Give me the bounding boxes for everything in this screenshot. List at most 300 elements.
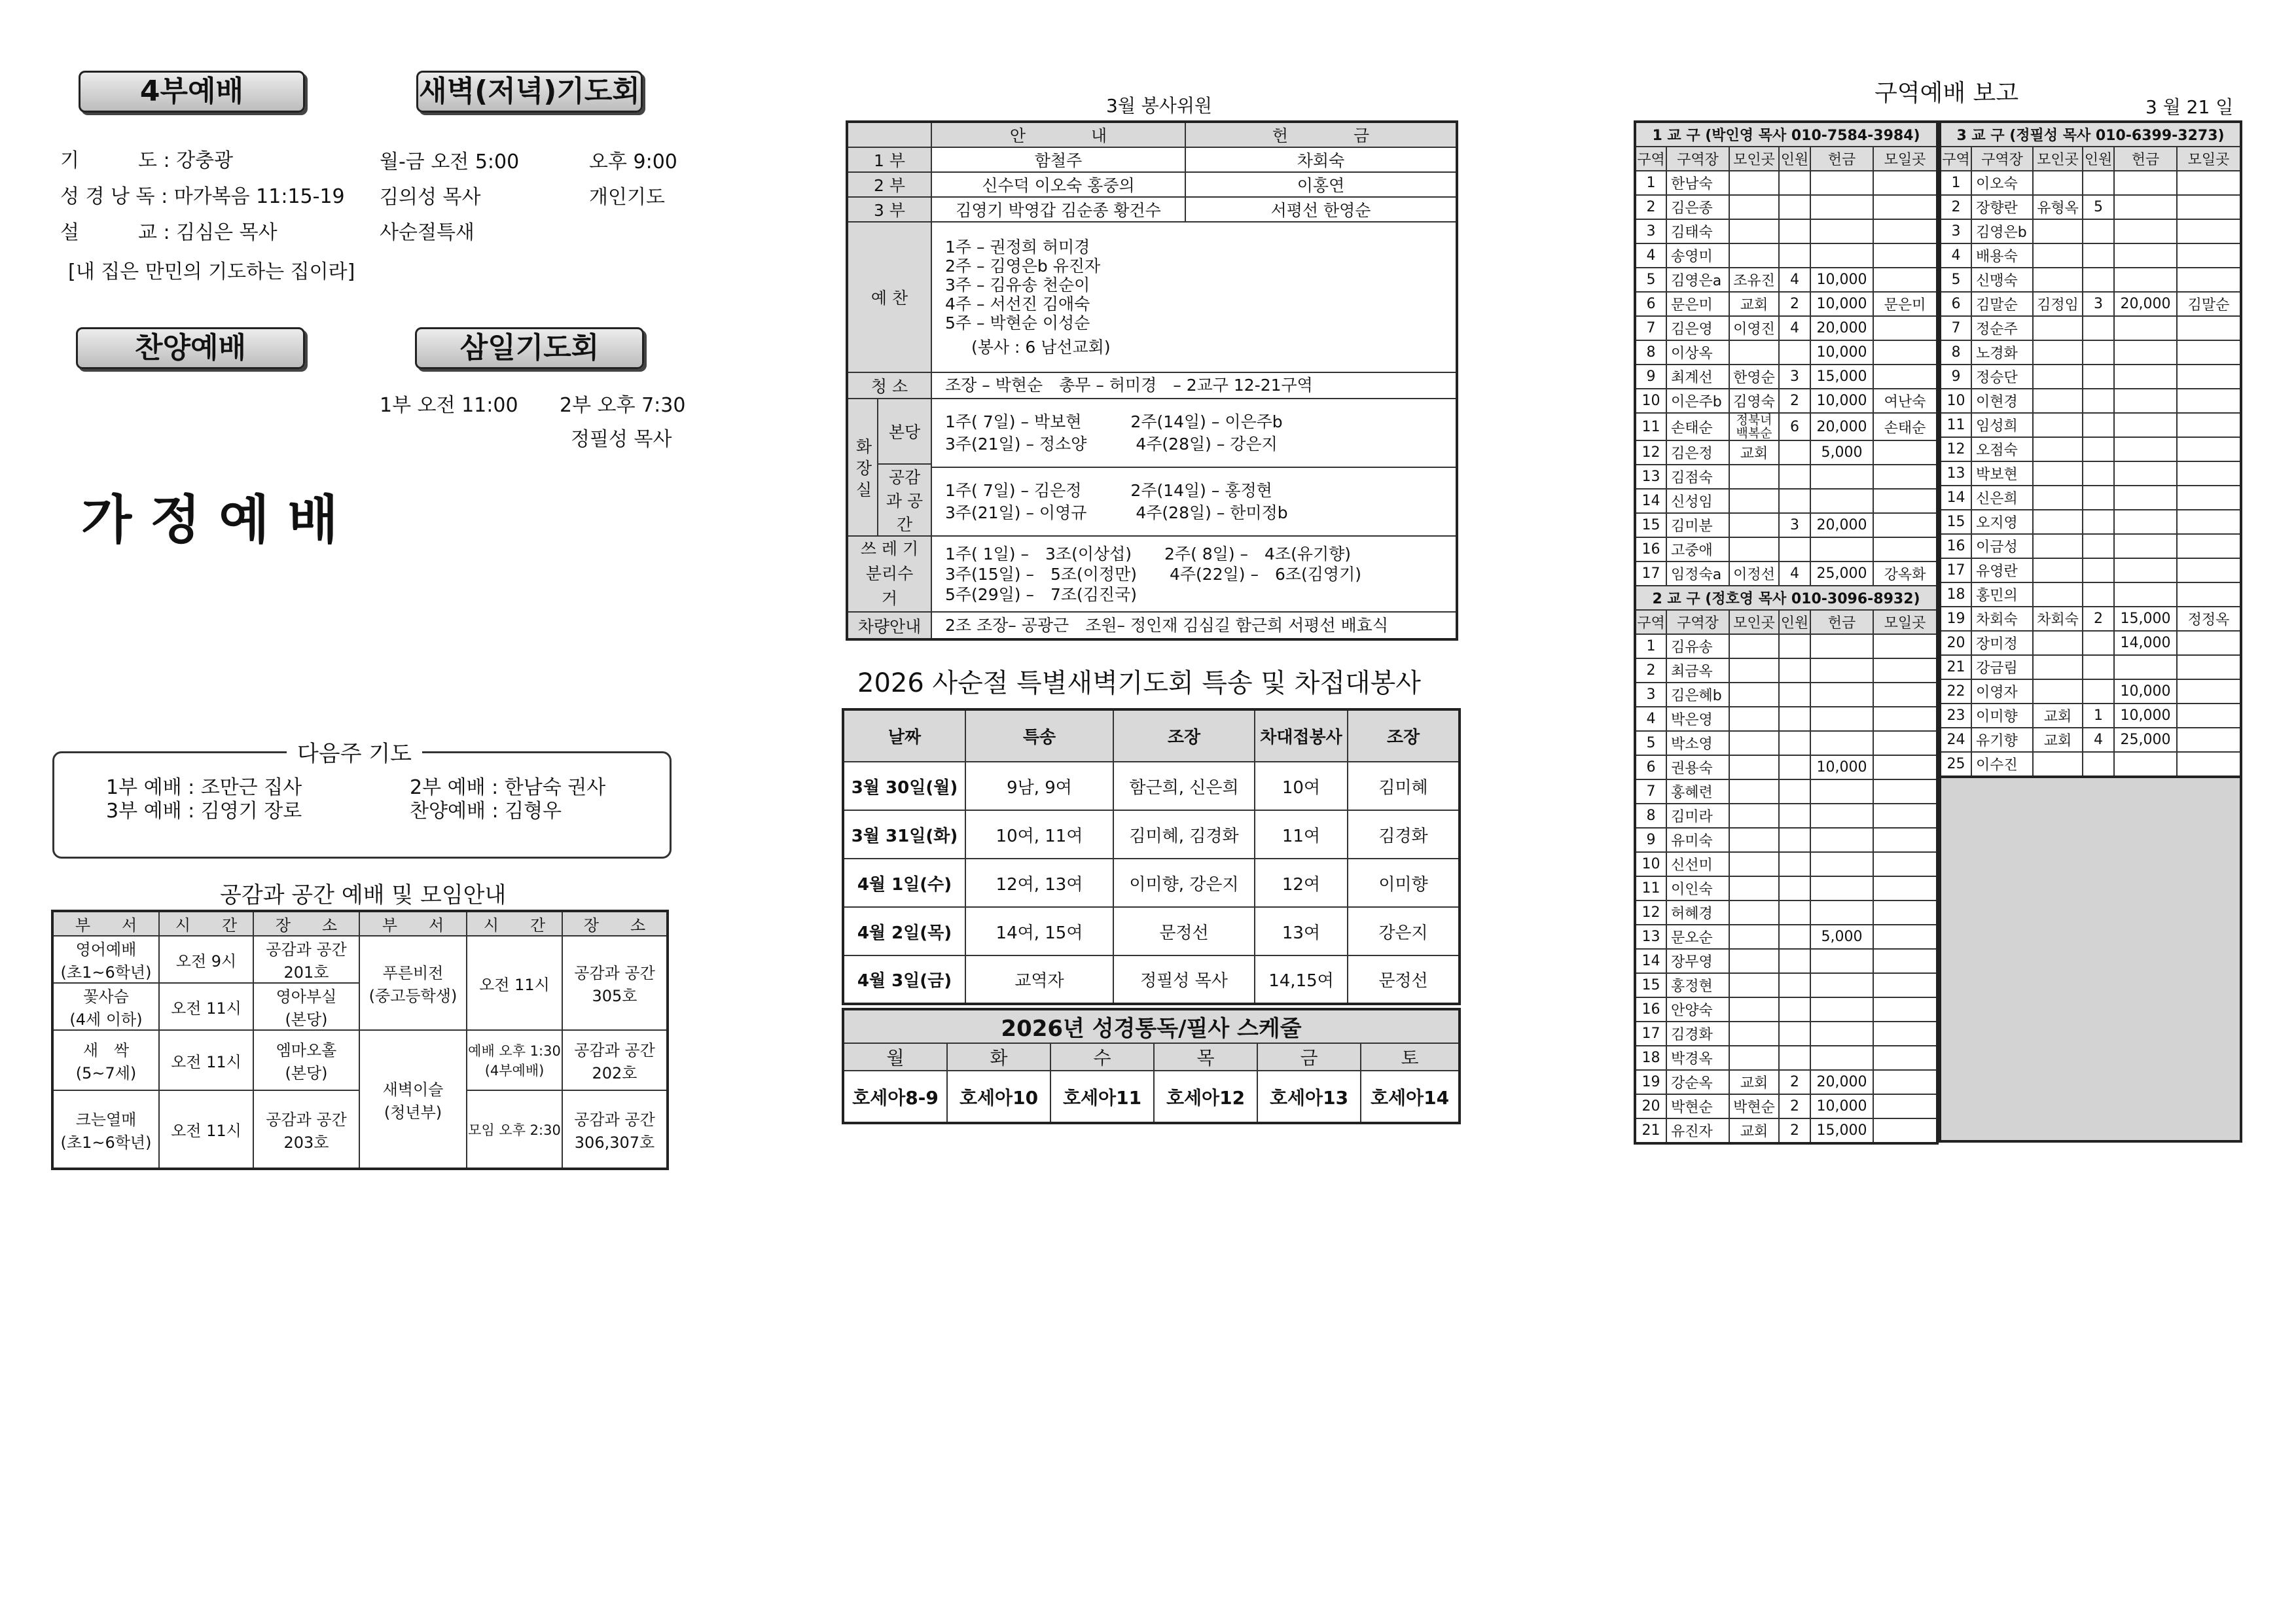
district-row [1635,804,1937,828]
offering: 10,000 [1810,389,1873,413]
meeting-place [2033,243,2083,268]
district-row [1635,292,1937,316]
attendance: 4 [1779,316,1810,340]
special-prayer-title: 2026 사순절 특별새벽기도회 특송 및 차접대봉사 [857,668,1421,698]
district-no: 8 [1635,804,1666,828]
district-row [1635,755,1937,779]
attendance: 6 [1779,413,1810,440]
attendance: 3 [1779,513,1810,537]
offering: 20,000 [1810,1070,1873,1094]
meeting-place [1729,1022,1779,1046]
district-row [1940,171,2241,195]
district-no: 20 [1940,631,1971,655]
district-no: 17 [1940,558,1971,582]
meeting-place [1729,828,1779,852]
attendance [1779,440,1810,465]
district-no: 7 [1940,316,1971,340]
title-wednesday-prayer: 삼일기도회 [415,327,644,369]
leader: 손태순 [1666,413,1729,440]
next-place [2177,365,2241,389]
district-1-2-table [1634,120,1939,1145]
attendance [1779,731,1810,755]
meeting-place: 교회 [1729,1070,1779,1094]
leader: 문오순 [1666,925,1729,949]
district-row [1635,440,1937,465]
offering [1810,465,1873,489]
district-row [1635,852,1937,876]
meeting-place: 교회 [2033,704,2083,728]
leader: 장미정 [1971,631,2033,655]
title-4th-service: 4부예배 [79,71,305,113]
offering: 10,000 [1810,292,1873,316]
attendance [2083,268,2114,292]
offering: 10,000 [1810,755,1873,779]
next-place [1873,268,1937,292]
offering [2114,268,2177,292]
leader: 강순옥 [1666,1070,1729,1094]
attendance [1779,876,1810,901]
district-no: 18 [1635,1046,1666,1070]
district-row [1635,658,1937,683]
next-place [1873,219,1937,243]
attendance [2083,243,2114,268]
leader: 김유송 [1666,634,1729,658]
district-row [1940,582,2241,607]
district-no: 17 [1635,1022,1666,1046]
next-place [1873,828,1937,852]
attendance [1779,707,1810,731]
district-no: 10 [1940,389,1971,413]
next-place: 손태순 [1873,413,1937,440]
value: : 강충광 [163,149,234,172]
next-place [1873,779,1937,804]
offering [2114,243,2177,268]
district-no: 14 [1635,489,1666,513]
offering [1810,901,1873,925]
leader: 고중애 [1666,537,1729,562]
attendance [2083,461,2114,486]
leader: 차회숙 [1971,607,2033,631]
district-no: 19 [1940,607,1971,631]
district-row [1635,949,1937,973]
leader: 김미라 [1666,804,1729,828]
meeting-place: 김정임 [2033,292,2083,316]
attendance [1779,243,1810,268]
report-date: 3 월 21 일 [2145,96,2234,118]
district-row [1635,1118,1937,1143]
attendance [2083,510,2114,534]
offering: 25,000 [1810,562,1873,586]
district-no: 10 [1635,389,1666,413]
leader: 김점숙 [1666,465,1729,489]
meeting-place [1729,1046,1779,1070]
leader: 강금림 [1971,655,2033,679]
district-row [1635,268,1937,292]
offering [1810,171,1873,195]
district-no: 10 [1635,852,1666,876]
attendance [1779,828,1810,852]
leader: 정승단 [1971,365,2033,389]
prayer-1st: 1부 예배 : 조만근 집사 [106,776,302,799]
district-no: 13 [1635,465,1666,489]
meeting-place [1729,513,1779,537]
title-dawn-prayer: 새벽(저녁)기도회 [416,71,643,113]
offering: 20,000 [1810,513,1873,537]
district-no: 23 [1940,704,1971,728]
district-no: 3 [1940,219,1971,243]
next-prayer-title: 다음주 기도 [287,736,422,768]
next-place [1873,683,1937,707]
attendance [1779,489,1810,513]
district-no: 13 [1940,461,1971,486]
meeting-place: 교회 [1729,1118,1779,1143]
attendance [1779,195,1810,219]
next-place [1873,925,1937,949]
next-place [1873,1118,1937,1143]
offering [2114,558,2177,582]
next-place [1873,489,1937,513]
district-row [1635,243,1937,268]
attendance [2083,340,2114,365]
leader: 임성희 [1971,413,2033,437]
offering: 10,000 [1810,1094,1873,1118]
service-committee-table: 안 내 헌 금 1 부 함철주 차회숙 2 부 신수덕 이오숙 홍중의 이홍연 3 부 김영기 박영갑 김순종 황건수 서평선 한영순 예 찬 1주 – 권정희 허미경 2주 – 김영은b 유진자 3주 – 김유송 천순이 4주 – 서선진 김애숙 5주 – 박현순 이성순 (봉사 : 6 남선교회) 청 소 조장 – 박현순 총무 – 허미경 – 2교구 12-21구역 화 장 실 본당 공감과 공간 1주( 7일) – 박보현 2주(14일) – 이은주b 3주(21일) – 정소양 4주(28일) – 강은지 1주( 7일) – 김은정 2주(14일) – 홍정현 3주(21일) – 이영규 4주(28일) – 한미정b 쓰 레 기 분리수거 1주( 1일) – 3조(이상섭) 2주( 8일) – 4조(유기향) 3주(15일) – 5조(이정만) 4주(22일) – 6조(김영기) 5주(29일) – 7조(김진국) 차량안내 2조 조장– 공광근 조원– 정인재 김심길 함근희 서평선 배효식 [846,120,1458,641]
meeting-place [1729,489,1779,513]
groups-title: 공감과 공간 예배 및 모임안내 [220,882,507,908]
next-place [1873,1046,1937,1070]
choir-line: 1주 – 권정희 허미경 [945,238,1090,257]
district-no: 12 [1635,440,1666,465]
next-place [2177,461,2241,486]
leader: 이오숙 [1971,171,2033,195]
next-place [1873,876,1937,901]
choir-label: 예 찬 [847,222,931,372]
offering: 10,000 [2114,679,2177,704]
leader: 이현경 [1971,389,2033,413]
offering [1810,1022,1873,1046]
next-place: 여난숙 [1873,389,1937,413]
attendance: 4 [2083,728,2114,752]
district-no: 6 [1635,292,1666,316]
offering: 20,000 [2114,292,2177,316]
district-row [1635,683,1937,707]
meeting-place [1729,537,1779,562]
leader: 박소영 [1666,731,1729,755]
next-place [2177,389,2241,413]
leader: 김경화 [1666,1022,1729,1046]
leader: 임정숙a [1666,562,1729,586]
next-place [1873,973,1937,997]
district-row [1940,655,2241,679]
district-row [1635,876,1937,901]
attendance [1779,804,1810,828]
next-place: 정정옥 [2177,607,2241,631]
attendance [2083,582,2114,607]
label: 기 도 [60,149,157,172]
leader: 신은희 [1971,486,2033,510]
leader: 김영은a [1666,268,1729,292]
district-row [1635,465,1937,489]
bible-schedule-table: 2026년 성경통독/필사 스케줄 월 화 수 목 금 토 호세아8-9 호세아10 호세아11 호세아12 호세아13 호세아14 [842,1008,1461,1124]
column-header: 구역 구역장 모인곳 인원 헌금 모일곳 [1940,147,2241,171]
leader: 노경화 [1971,340,2033,365]
district-row [1635,828,1937,852]
next-place [2177,655,2241,679]
district-no: 2 [1940,195,1971,219]
leader: 문은미 [1666,292,1729,316]
next-place [1873,804,1937,828]
district-row [1635,340,1937,365]
district-no: 9 [1940,365,1971,389]
meeting-place: 정북녀 백복순 [1729,413,1779,440]
next-place [1873,195,1937,219]
district-row [1940,752,2241,777]
offering [2114,389,2177,413]
district-row [1635,513,1937,537]
offering [1810,634,1873,658]
meeting-place [2033,268,2083,292]
district-row [1635,489,1937,513]
attendance [1779,219,1810,243]
attendance: 5 [2083,195,2114,219]
next-place [1873,1022,1937,1046]
next-place [2177,728,2241,752]
district-row [1635,901,1937,925]
attendance: 2 [1779,1094,1810,1118]
district-no: 6 [1635,755,1666,779]
meeting-place [1729,634,1779,658]
district-row [1635,731,1937,755]
prayer-praise: 찬양예배 : 김형우 [410,800,562,823]
attendance [1779,1046,1810,1070]
meeting-place [1729,731,1779,755]
meeting-place [2033,340,2083,365]
district-row [1940,195,2241,219]
meeting-place [1729,876,1779,901]
next-place [2177,340,2241,365]
next-place [2177,679,2241,704]
attendance [1779,997,1810,1022]
district-row [1940,340,2241,365]
leader: 안양숙 [1666,997,1729,1022]
offering [1810,489,1873,513]
leader: 김태숙 [1666,219,1729,243]
meeting-place [2033,389,2083,413]
meeting-place [1729,683,1779,707]
choir-line: 5주 – 박현순 이성순 [945,313,1090,332]
meeting-place [1729,465,1779,489]
district-row [1940,704,2241,728]
next-place [1873,171,1937,195]
attendance [2083,171,2114,195]
district-row [1635,413,1937,440]
attendance [1779,171,1810,195]
district-row [1635,1070,1937,1094]
attendance: 4 [1779,268,1810,292]
next-place [2177,534,2241,558]
district-no: 18 [1940,582,1971,607]
attendance [2083,752,2114,777]
district-row [1940,268,2241,292]
choir-line: 4주 – 서선진 김애숙 [945,294,1090,313]
leader: 김은영 [1666,316,1729,340]
next-place [1873,997,1937,1022]
leader: 권용숙 [1666,755,1729,779]
district-no: 2 [1635,195,1666,219]
attendance [1779,658,1810,683]
attendance [2083,413,2114,437]
offering [2114,340,2177,365]
next-place [1873,340,1937,365]
value: : 마가복음 11:15-19 [161,185,345,208]
next-place [2177,219,2241,243]
choir-line: 3주 – 김유송 천순이 [945,276,1090,294]
district-row [1940,461,2241,486]
meeting-place [2033,558,2083,582]
district-row [1635,219,1937,243]
district-no: 9 [1635,365,1666,389]
meeting-place [1729,340,1779,365]
meeting-place [2033,219,2083,243]
district-row [1940,631,2241,655]
district-no: 14 [1635,949,1666,973]
attendance [1779,340,1810,365]
attendance [2083,534,2114,558]
offering [2114,752,2177,777]
next-place [1873,1070,1937,1094]
service-committee-title: 3월 봉사위원 [1106,95,1212,116]
offering [2114,461,2177,486]
leader: 이상옥 [1666,340,1729,365]
meeting-place [1729,901,1779,925]
offering: 15,000 [1810,365,1873,389]
offering [1810,828,1873,852]
district-no: 17 [1635,562,1666,586]
district-row [1635,707,1937,731]
next-place [1873,634,1937,658]
district-1-title: 1 교 구 (박인영 목사 010-7584-3984) [1635,122,1937,147]
next-place [1873,465,1937,489]
offering [2114,655,2177,679]
attendance [1779,852,1810,876]
meeting-place [1729,925,1779,949]
district-row [1940,365,2241,389]
district-row [1940,486,2241,510]
leader: 오점숙 [1971,437,2033,461]
choir-note: (봉사 : 6 남선교회) [971,338,1111,357]
leader: 유영란 [1971,558,2033,582]
prayer-2nd: 2부 예배 : 한남숙 권사 [410,776,606,799]
leader: 유미숙 [1666,828,1729,852]
next-place [1873,901,1937,925]
attendance [2083,365,2114,389]
district-row [1940,510,2241,534]
meeting-place: 이영진 [1729,316,1779,340]
meeting-place [1729,949,1779,973]
column-header: 구역 구역장 모인곳 인원 헌금 모일곳 [1635,610,1937,634]
leader: 박현순 [1666,1094,1729,1118]
offering [1810,683,1873,707]
district-no: 5 [1635,268,1666,292]
leader: 신맹숙 [1971,268,2033,292]
leader: 박은영 [1666,707,1729,731]
offering: 15,000 [2114,607,2177,631]
district-row [1940,679,2241,704]
district-no: 16 [1635,997,1666,1022]
meeting-place [2033,316,2083,340]
district-no: 19 [1635,1070,1666,1094]
leader: 김은혜b [1666,683,1729,707]
next-place [1873,243,1937,268]
meeting-place [1729,219,1779,243]
leader: 장무영 [1666,949,1729,973]
district-row [1635,171,1937,195]
meeting-place: 교회 [1729,440,1779,465]
offering: 10,000 [2114,704,2177,728]
attendance [1779,683,1810,707]
district-no: 12 [1940,437,1971,461]
attendance [1779,925,1810,949]
next-place: 김말순 [2177,292,2241,316]
meeting-place [2033,437,2083,461]
meeting-place [2033,461,2083,486]
groups-table: 부 서 시 간 장 소 부 서 시 간 장 소 영어예배 (초1~6학년) 오전 9시 공감과 공간 201호 푸른비전 (중고등학생) 오전 11시 공감과 공간 305호 꽃사슴 (4세 이하) 오전 11시 영아부실 (본당) 새 싹 (5~7세) 오전 11시 엠마오홀 (본당) 새벽이슬 (청년부) 예배 오후 1:30 (4부예배) 공감과 공간 202호 크는열매 (초1~6학년) 오전 11시 공감과 공간 203호 모임 오후 2:30 공감과 공간 306,307호 [51,910,669,1170]
next-place [2177,486,2241,510]
district-no: 9 [1635,828,1666,852]
attendance [1779,973,1810,997]
district-row [1940,728,2241,752]
meeting-place [2033,752,2083,777]
attendance [1779,779,1810,804]
leader: 김영은b [1971,219,2033,243]
attendance [1779,755,1810,779]
district-no: 4 [1635,243,1666,268]
leader: 이미향 [1971,704,2033,728]
district-no: 21 [1940,655,1971,679]
attendance: 2 [1779,389,1810,413]
offering [1810,852,1873,876]
leader: 이은주b [1666,389,1729,413]
next-place [1873,755,1937,779]
next-place: 강옥화 [1873,562,1937,586]
next-place [2177,243,2241,268]
offering: 14,000 [2114,631,2177,655]
offering [1810,1046,1873,1070]
meeting-place [2033,534,2083,558]
district-no: 16 [1940,534,1971,558]
offering [1810,658,1873,683]
offering: 25,000 [2114,728,2177,752]
leader: 최계선 [1666,365,1729,389]
next-place [2177,195,2241,219]
district-no: 4 [1940,243,1971,268]
next-place [2177,558,2241,582]
meeting-place [2033,510,2083,534]
meeting-place: 교회 [2033,728,2083,752]
meeting-place [1729,658,1779,683]
attendance: 3 [2083,292,2114,316]
district-no: 15 [1635,973,1666,997]
district-no: 12 [1635,901,1666,925]
attendance [2083,655,2114,679]
next-place [2177,171,2241,195]
label: 성 경 낭 독 [60,185,155,208]
district-row [1635,365,1937,389]
meeting-place [2033,413,2083,437]
attendance: 2 [1779,1118,1810,1143]
leader: 신선미 [1666,852,1729,876]
district-row [1940,292,2241,316]
